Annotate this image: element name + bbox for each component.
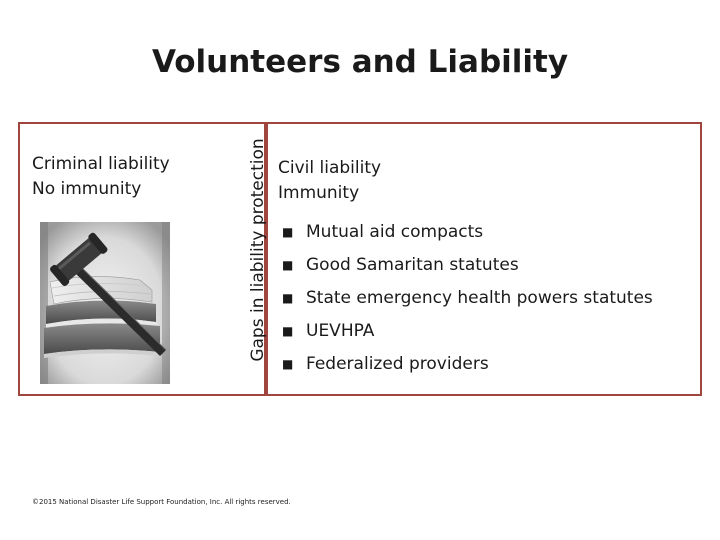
civil-liability-label: Civil liability bbox=[278, 158, 382, 178]
bullet-text: State emergency health powers statutes bbox=[306, 288, 653, 308]
list-item bbox=[282, 218, 653, 251]
immunity-label: Immunity bbox=[278, 183, 360, 203]
list-item bbox=[282, 284, 653, 317]
gaps-in-liability-protection-label: Gaps in liability protection bbox=[248, 138, 268, 362]
square-bullet-icon: ■ bbox=[282, 258, 294, 272]
bullet-text: UEVHPA bbox=[306, 321, 375, 341]
square-bullet-icon: ■ bbox=[282, 324, 294, 338]
copyright-notice: ©2015 National Disaster Life Support Foundation, Inc. All rights reserved. bbox=[32, 498, 291, 506]
bullet-text: Good Samaritan statutes bbox=[306, 255, 519, 275]
civil-liability-text bbox=[278, 156, 381, 206]
bullet-text: Federalized providers bbox=[306, 354, 489, 374]
gavel-on-books-icon bbox=[40, 222, 170, 384]
square-bullet-icon: ■ bbox=[282, 291, 294, 305]
immunity-bullet-list bbox=[282, 218, 653, 383]
square-bullet-icon: ■ bbox=[282, 225, 294, 239]
slide-title: Volunteers and Liability bbox=[151, 44, 569, 80]
criminal-liability-label: Criminal liability bbox=[32, 154, 170, 174]
list-item bbox=[282, 317, 653, 350]
criminal-liability-text bbox=[32, 152, 170, 202]
list-item bbox=[282, 350, 653, 383]
list-item bbox=[282, 251, 653, 284]
bullet-text: Mutual aid compacts bbox=[306, 222, 484, 242]
no-immunity-label: No immunity bbox=[32, 179, 142, 199]
square-bullet-icon: ■ bbox=[282, 357, 294, 371]
